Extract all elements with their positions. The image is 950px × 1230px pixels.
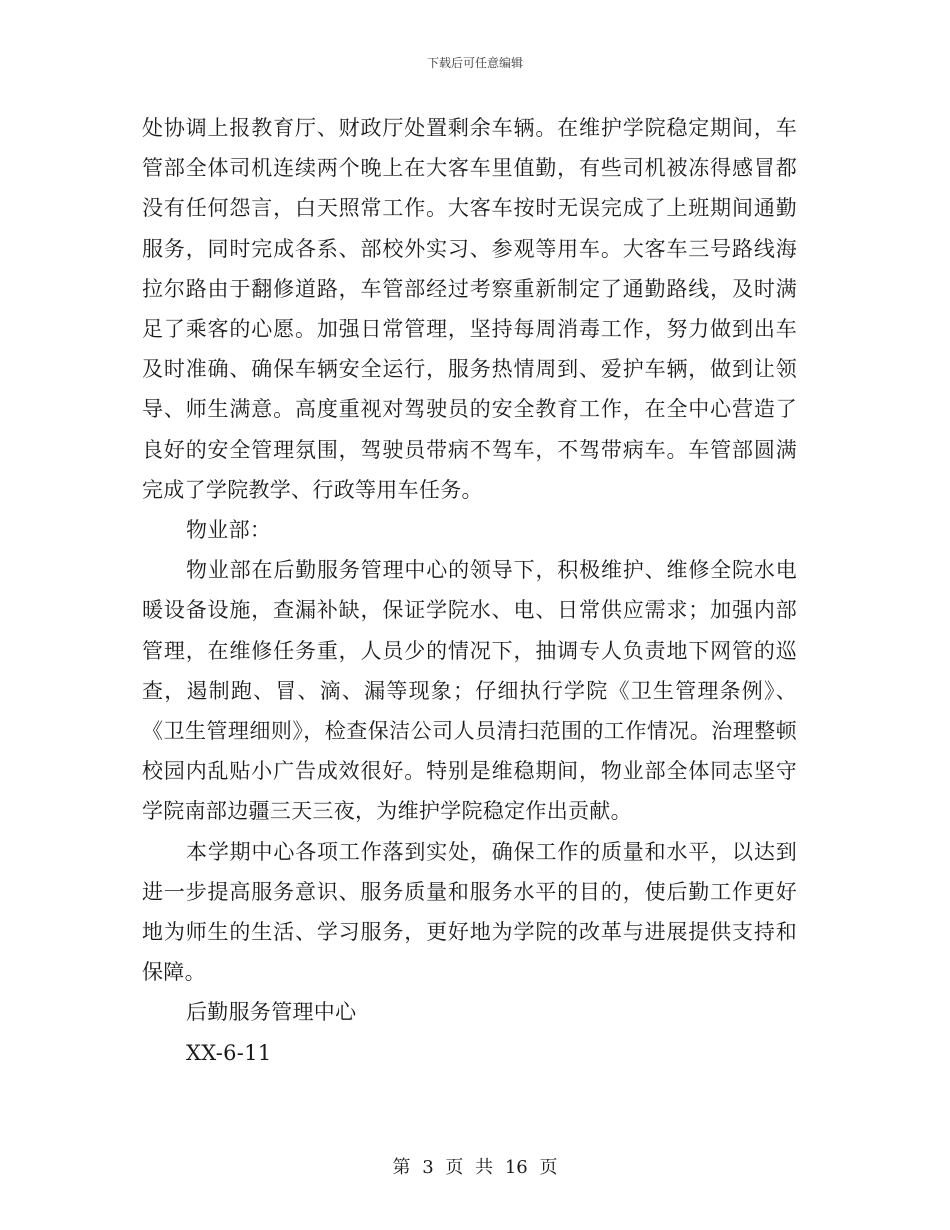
paragraph-summary: 本学期中心各项工作落到实处，确保工作的质量和水平，以达到进一步提高服务意识、服务质量和服务水平的目的，使后勤工作更好地为师生的生活、学习服务，更好地为学院的改革与进展提供支持和保障。 [142,839,797,985]
signature-date: XX-6-11 [186,1040,272,1065]
signature-organization: 后勤服务管理中心 [186,1000,357,1025]
paragraph-vehicle-management: 处协调上报教育厅、财政厅处置剩余车辆。在维护学院稳定期间，车管部全体司机连续两个晚上在大客车里值勤，有些司机被冻得感冒都没有任何怨言，白天照常工作。大客车按时无误完成了上班期间通勤服务，同时完成各系、部校外实习、参观等用车。大客车三号路线海拉尔路由于翻修道路，车管部经过考察重新制定了通勤路线，及时满足了乘客的心愿。加强日常管理，坚持每周消毒工作，努力做到出车及时准确、确保车辆安全运行，服务热情周到、爱护车辆，做到让领导、师生满意。高度重视对驾驶员的安全教育工作，在全中心营造了良好的安全管理氛围，驾驶员带病不驾车，不驾带病车。车管部圆满完成了学院教学、行政等用车任务。 [142,116,797,502]
page-number: 第 3 页 共 16 页 [392,1157,558,1178]
header-note: 下载后可任意编辑 [426,56,523,70]
paragraph-property-department: 物业部在后勤服务管理中心的领导下，积极维护、维修全院水电暖设备设施，查漏补缺，保证学院水、电、日常供应需求；加强内部管理，在维修任务重，人员少的情况下，抽调专人负责地下网管的巡查，遏制跑、冒、滴、漏等现象；仔细执行学院《卫生管理条例》、《卫生管理细则》，检查保洁公司人员清扫范围的工作情况。治理整顿校园内乱贴小广告成效很好。特别是维稳期间，物业部全体同志坚守学院南部边疆三天三夜，为维护学院稳定作出贡献。 [142,558,797,824]
document-body [142,108,797,1073]
section-heading-property: 物业部： [186,518,272,543]
